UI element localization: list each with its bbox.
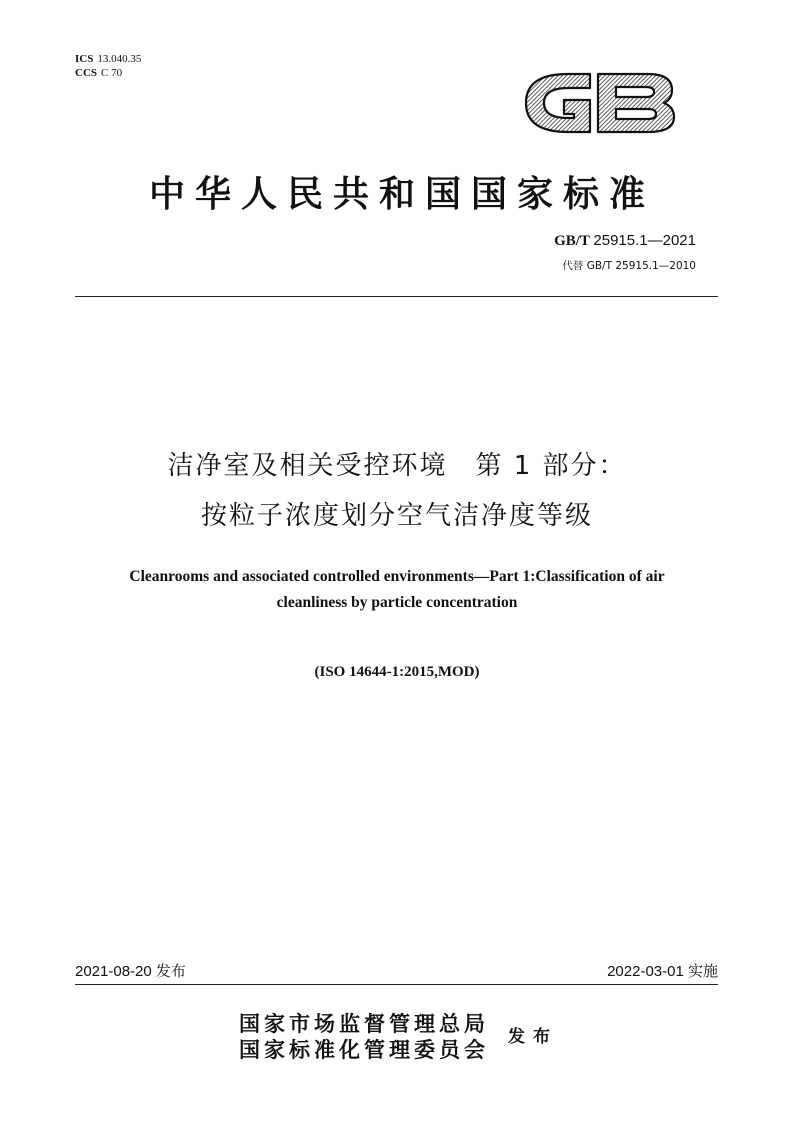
- ccs-code: CCS C 70: [75, 67, 123, 79]
- implementation-date: 2022-03-01 实施: [607, 963, 718, 980]
- iso-reference: (ISO 14644-1:2015,MOD): [314, 664, 480, 680]
- classification-codes: [75, 52, 141, 80]
- english-title: [70, 564, 724, 616]
- english-title-line1: Cleanrooms and associated controlled environments—Part 1:Classification of air: [129, 568, 665, 585]
- issuer-samr: 国家市场监督管理总局: [239, 1011, 489, 1036]
- top-divider: [75, 296, 718, 297]
- standard-number: GB/T 25915.1—2021: [554, 232, 696, 249]
- english-title-line2: cleanliness by particle concentration: [276, 594, 518, 611]
- publish-label: 发布: [508, 1027, 558, 1047]
- gb-logo: [518, 60, 678, 146]
- chinese-title-line2: 按粒子浓度划分空气洁净度等级: [200, 501, 593, 531]
- logo-text: GB: [518, 60, 520, 61]
- replaces-standard: 代替 GB/T 25915.1—2010: [562, 260, 696, 272]
- national-standard-title: 中华人民共和国国家标准: [148, 173, 655, 215]
- issuer-sac: 国家标准化管理委员会: [239, 1037, 489, 1062]
- bottom-divider: [75, 984, 718, 985]
- issue-date: 2021-08-20 发布: [75, 963, 186, 980]
- chinese-title-line1: 洁净室及相关受控环境 第 1 部分：: [167, 451, 627, 481]
- ics-code: ICS 13.040.35: [75, 53, 142, 65]
